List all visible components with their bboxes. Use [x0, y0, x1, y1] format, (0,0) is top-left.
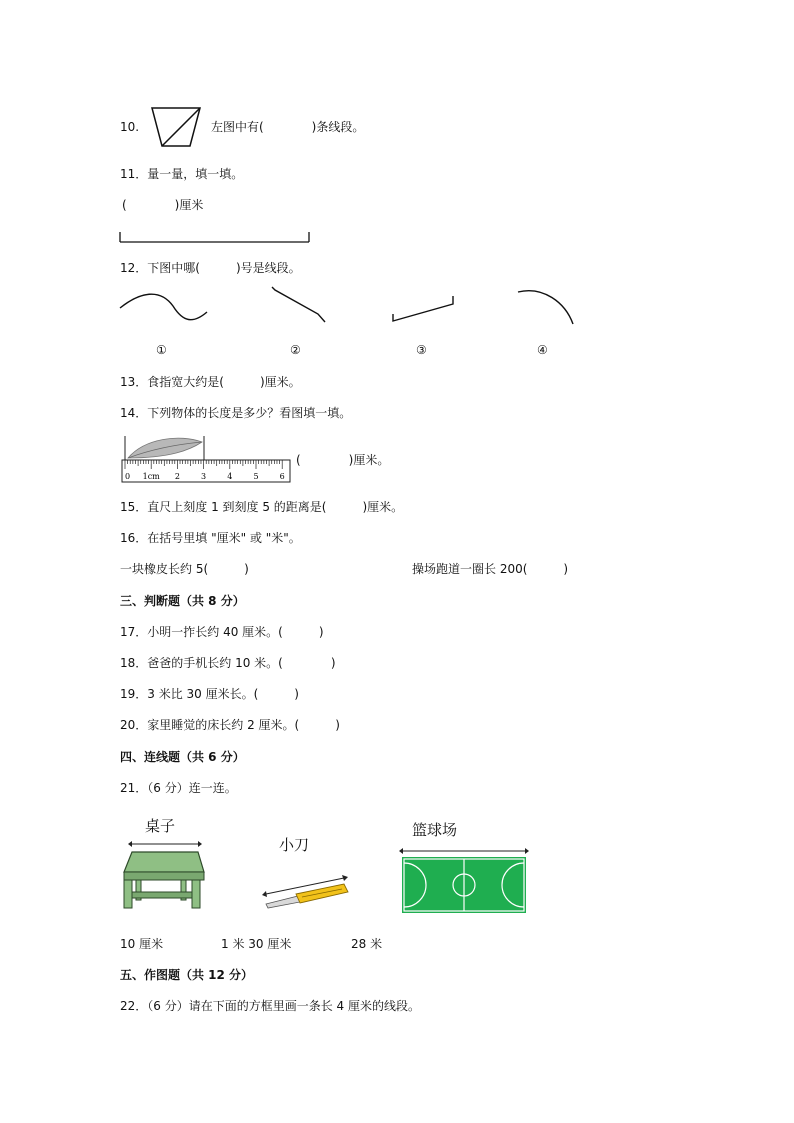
option-label-4: ④	[537, 343, 548, 357]
q21-title: 21．（6 分）连一连。	[120, 781, 237, 795]
knife-picture	[258, 872, 358, 912]
line-options-figure	[115, 284, 595, 334]
ruler-tick-label: 1cm	[142, 472, 160, 481]
ruler-tick-label: 3	[201, 472, 207, 481]
q14-title: 14．下列物体的长度是多少？看图填一填。	[120, 406, 352, 420]
item-table-label: 桌子	[145, 817, 176, 835]
option-10cm: 10 厘米	[120, 937, 164, 951]
q13-text: 13．食指宽大约是( )厘米。	[120, 375, 301, 389]
option-1m30cm: 1 米 30 厘米	[221, 937, 292, 951]
q15-text: 15．直尺上刻度 1 到刻度 5 的距离是( )厘米。	[120, 500, 404, 514]
q19-text: 19．3 米比 30 厘米长。( )	[120, 687, 299, 701]
section-4-title: 四、连线题（共 6 分）	[120, 750, 245, 764]
ruler-tick-label: 2	[174, 472, 180, 481]
q11-title: 11．量一量，填一填。	[120, 167, 244, 181]
ruler-tick-label: 5	[253, 472, 259, 481]
section-3-title: 三、判断题（共 8 分）	[120, 594, 245, 608]
ruler-with-feather	[120, 436, 295, 486]
q12-title: 12．下图中哪( )号是线段。	[120, 261, 301, 275]
trapezoid-figure	[150, 106, 210, 150]
option-label-1: ①	[156, 343, 167, 357]
q16-right: 操场跑道一圈长 200( )	[412, 562, 569, 576]
option-label-3: ③	[416, 343, 427, 357]
ruler-tick-label: 0	[125, 472, 131, 481]
item-court-label: 篮球场	[412, 821, 458, 839]
ruler-tick-label: 4	[227, 472, 233, 481]
item-knife-label: 小刀	[279, 836, 310, 854]
table-picture	[118, 836, 208, 916]
option-28m: 28 米	[351, 937, 383, 951]
q10-number: 10.	[120, 120, 140, 134]
q14-answer: ( )厘米。	[296, 453, 390, 467]
q16-title: 16．在括号里填 "厘米" 或 "米"。	[120, 531, 301, 545]
option-label-2: ②	[290, 343, 301, 357]
q10-text: 左图中有( )条线段。	[211, 120, 365, 134]
q20-text: 20．家里睡觉的床长约 2 厘米。( )	[120, 718, 340, 732]
ruler-tick-label: 6	[279, 472, 285, 481]
q16-left: 一块橡皮长约 5( )	[120, 562, 249, 576]
basketball-court-picture	[399, 845, 529, 915]
q11-blank: ( )厘米	[122, 198, 204, 212]
measure-segment	[118, 230, 318, 246]
q22-text: 22．（6 分）请在下面的方框里画一条长 4 厘米的线段。	[120, 999, 420, 1013]
section-5-title: 五、作图题（共 12 分）	[120, 968, 254, 982]
q18-text: 18．爸爸的手机长约 10 米。( )	[120, 656, 336, 670]
q17-text: 17．小明一拃长约 40 厘米。( )	[120, 625, 324, 639]
